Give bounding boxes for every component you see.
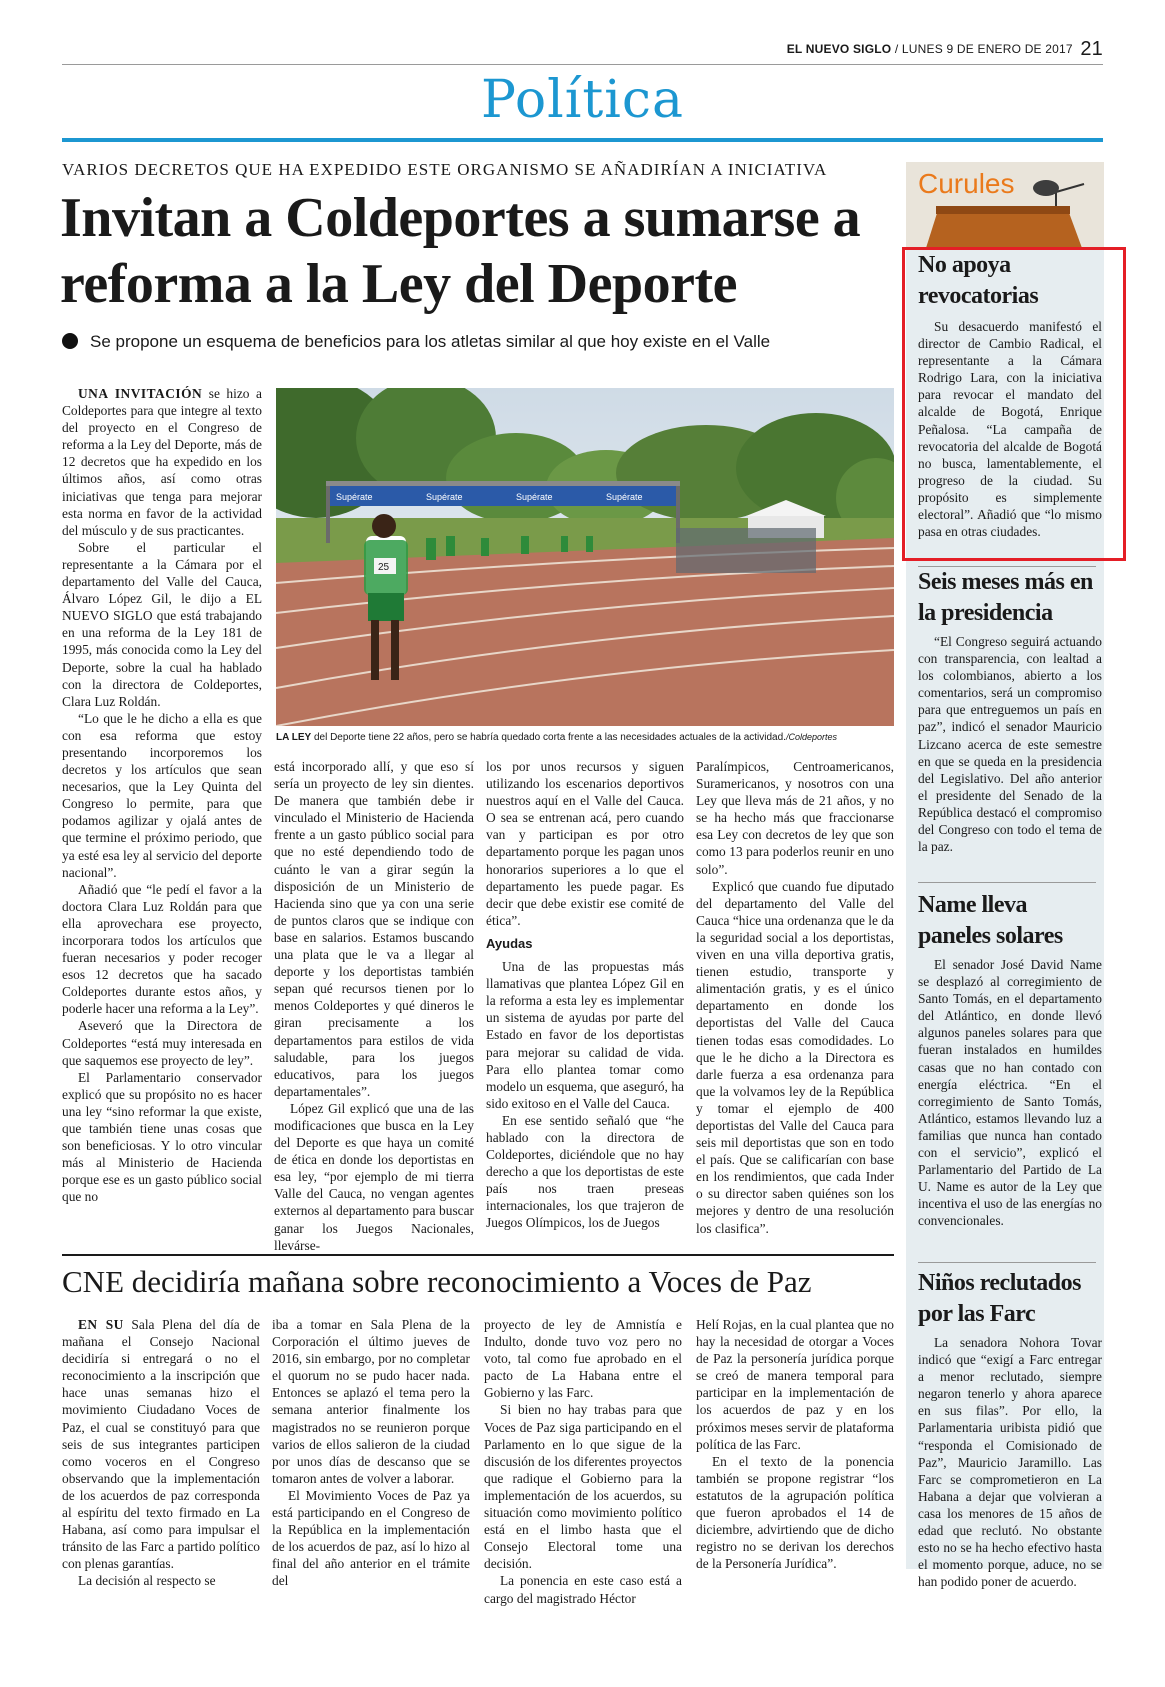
paragraph: Helí Rojas, en la cual plantea que no hay la necesidad de otorgar a Voces de Paz la personería jurídica porque se creó de manera temporal para participar en la implementación de los acuerdos de paz y en los próximos meses servir de plataforma política de las Farc. (696, 1317, 894, 1452)
paragraph: Paralímpicos, Centroamericanos, Suramericanos, y nosotros con una Ley que lleva más de 21 años, y no se ha hecho más que fraccionarse esa Ley con decretos de ley que son como 13 para poderlos reunir en uno solo”. (696, 759, 894, 877)
sidebar-item (918, 1268, 1102, 1590)
sidebar-divider (918, 1262, 1096, 1263)
sidebar-item-body: “El Congreso seguirá actuando con transparencia, con lealtad a los colombianos, abierto a los comentarios, será un compromiso para que entreguemos un país en paz”, indicó el senador Mauricio Lizcano acerca de este semestre en que se queda en la presidencia del Legislativo. Del año anterior el presidente del Senado de la República destacó el compromiso del Congreso con todo el tema de la paz. (918, 634, 1102, 855)
athletics-track-photo (276, 388, 894, 726)
page-folio (787, 38, 1103, 61)
issue-date: / LUNES 9 DE ENERO DE 2017 (894, 42, 1073, 56)
paragraph: proyecto de ley de Amnistía e Indulto, donde tuvo voz pero no voto, tal como fue aprobado en el pacto de La Habana entre el Gobierno y las Farc. (484, 1317, 682, 1401)
paragraph: En el texto de la ponencia también se propone registrar “los estatutos de la agrupación política que fueron aprobados el 14 de diciembre, advirtiendo que de dicho registro no se derivan los derechos de la Personería Jurídica”. (696, 1453, 894, 1572)
story-column-2 (274, 758, 474, 1254)
story-kicker: VARIOS DECRETOS QUE HA EXPEDIDO ESTE ORGANISMO SE AÑADIRÍAN A INICIATIVA (62, 160, 828, 179)
banner-text: Supérate (426, 492, 463, 502)
second-column-2 (272, 1316, 470, 1590)
story-headline: Invitan a Coldeportes a sumarse a reforma a la Ley del Deporte (60, 187, 861, 315)
banner-text: Supérate (336, 492, 373, 502)
paragraph: EN SU Sala Plena del día de mañana el Consejo Nacional decidiría si entregará o no el reconocimiento a la inscripción que hace unas semanas hizo el movimiento Ciudadano Voces de Paz, el cual se constituyó para que seis de sus integrantes participen como voceros en el Congreso observando que la implementación de los acuerdos de paz corresponda al espíritu del texto firmado en La Habana, así como para impulsar el tránsito de las Farc a partido político con plenas garantías. (62, 1317, 260, 1572)
second-column-3 (484, 1316, 682, 1607)
sidebar-item (918, 567, 1102, 855)
paragraph: Si bien no hay trabas para que Voces de Paz siga participando en el Parlamento en lo que sigue de la discusión de los diferentes proyectos que radique el Gobierno para la implementación de los acuerdos, su situación como movimiento político está en el limbo hasta que el Consejo Electoral tome una decisión. (484, 1402, 682, 1572)
highlight-box (902, 247, 1126, 561)
page-number: 21 (1080, 38, 1103, 60)
paragraph: iba a tomar en Sala Plena de la Corporación el último jueves de 2016, sin embargo, por no completar el quorum no se pudo hacer nada. Entonces se aplazó el tema pero la semana anterior finalmente los magistrados no se reunieron porque varios de ellos salieron de la ciudad por unos días de descanso que se tomaron antes de volver a laborar. (272, 1317, 470, 1486)
paper-name: EL NUEVO SIGLO (786, 42, 892, 56)
paragraph: El Movimiento Voces de Paz ya está participando en el Congreso de la República en la implementación de los acuerdos de paz, así lo hizo al final del año anterior en el trámite del (272, 1487, 470, 1589)
second-story-headline: CNE decidiría mañana sobre reconocimiento a Voces de Paz (62, 1264, 812, 1299)
paragraph: Añadió que “le pedí el favor a la doctora Clara Luz Roldán para que ella aprovechara ese proyecto, incorporara todos los artículos que fueran necesarios y poder recoger esos 12 decretos que ha sacado Coldeportes durante estos años, y poderle hacer una reforma a la Ley”. (62, 881, 262, 1017)
paragraph: En ese sentido señaló que “he hablado con la directora de Coldeportes, diciéndole que no hay derecho a que los deportistas de este país nos traen preseas internacionales, los que trajeron de Juegos Olímpicos, los de Juegos (486, 1112, 684, 1231)
lead-caps: UNA INVITACIÓN (78, 386, 203, 401)
second-column-1 (62, 1316, 260, 1590)
sidebar-label: Curules (918, 168, 1015, 199)
sidebar-item-title: No apoya revocatorias (918, 252, 1039, 309)
paragraph: “Lo que le he dicho a ella es que con esa reforma que estoy presentando incorporemos los decretos y los artículos que sean necesarios, que la Ley Quinta del Congreso lo permite, para que podamos agilizar y ojalá antes de que termine el próximo periodo, que ya esté esa ley al servicio del deporte nacional”. (62, 710, 262, 880)
paragraph: Explicó que cuando fue diputado del departamento del Valle del Cauca “hice una ordenanza que le da la seguridad social a los deportistas, viven en una villa deportiva gratis, tienen estudio, transporte y alimentación gratis, y es el único departamento en donde los deportistas del Valle del Cauca tienen todas esas comodidades. Lo que le he dicho a la Directora es darle fuerza a esa ordenanza para que la volvamos ley de la República y tomar el ejemplo de 400 deportistas del Valle del Cauca para seis mil deportistas que son en todo el país. Que se calificarían con base en los rendimientos, que cada Inder o su director saben quiénes son los mejores y dentro de una resolución los clasifica”. (696, 878, 894, 1236)
section-title: Política (480, 70, 685, 130)
bullet-icon (62, 333, 78, 349)
banner-text: Supérate (606, 492, 643, 502)
lead-caps: EN SU (78, 1317, 124, 1332)
paragraph: López Gil explicó que una de las modificaciones que busca en la Ley del Deporte es que haya un comité de ética en donde los deportistas en esa ley, “por ejemplo de mi tierra Valle del Cauca, no vengan agentes externos al departamento para buscar ganar los Juegos Nacionales, llevárse- (274, 1100, 474, 1253)
paragraph: los por unos recursos y siguen utilizando los escenarios deportivos nuestros aquí en el Valle del Cauca. O sea se entrenan acá, pero cuando van y participan es por otro departamento porque les pagan unos honorarios superiores a lo que el departamento les puede pagar. Es decir que debe existir ese comité de ética”. (486, 759, 684, 928)
paragraph: UNA INVITACIÓN se hizo a Coldeportes para que integre al texto del proyecto en el Congreso de reforma a la Ley del Deporte, más de 12 decretos que ha expedido en los últimos años, así como otras iniciativas que tenga para mejorar esta norma en favor de la actividad del músculo y de sus practicantes. (62, 386, 262, 538)
sidebar-item-title: Seis meses más en la presidencia (918, 569, 1093, 626)
photo-credit: /Coldeportes (785, 732, 837, 742)
paragraph: El Parlamentario conservador explicó que su propósito no es hacer una ley “sino reformar la que existe, que también tiene unas cosas que son beneficiosas. Y lo otro vincular más al Ministerio de Hacienda porque ese es un gasto público social que no (62, 1069, 262, 1205)
story-subhead (62, 332, 770, 352)
sidebar-item-title: Name lleva paneles solares (918, 892, 1063, 949)
sidebar-item-body: El senador José David Name se desplazó al corregimiento de Santo Tomás, en el departamento del Atlántico, en donde llevó algunos paneles solares para que fueran instalados en humildes casas que no han contado con energía eléctrica. “En el corregimiento de Santo Tomás, Atlántico, estamos llevando luz a familias que nunca han contado con el servicio”, explicó el Parlamentario del Partido de La U. Name es autor de la Ley que incentiva el uso de las energías no convencionales. (918, 957, 1102, 1229)
photo-caption (276, 732, 894, 743)
sidebar-item-body: La senadora Nohora Tovar indicó que “exigí a Farc entregar a menor reclutado, siempre negaron tenerlo y ahora aparece en sus filas”. Por ello, la Parlamentaria uribista pidió que “responda el Comisionado de Paz”, Mauricio Jaramillo. Las Farc se comprometieron en La Habana a dejar que volvieran a casa los menores de 15 años de edad que reclutó. No obstante esto no se ha hecho efectivo hasta el momento porque, aduce, no se han podido poner de acuerdo. (918, 1335, 1102, 1590)
paragraph: Una de las propuestas más llamativas que plantea López Gil en la reforma a esta ley es implementar un sistema de ayudas por parte del Estado en favor de los deportistas para mejorar su calidad de vida. Para ello plantea tomar como modelo un esquema, que aseguró, ha sido exitoso en el Valle del Cauca. (486, 959, 684, 1111)
sidebar-item-title: Niños reclutados por las Farc (918, 1270, 1081, 1327)
story-divider (62, 1254, 894, 1256)
sidebar-item (918, 890, 1102, 1230)
subhead-text: Se propone un esquema de beneficios para los atletas similar al que hoy existe en el Valle (90, 332, 771, 351)
paragraph: Sobre el particular el representante a la Cámara por el departamento del Valle del Cauca, Álvaro López Gil, le dijo a EL NUEVO SIGLO que está trabajando en una reforma de la Ley 181 de 1995, más conocida como la Ley del Deporte, sobre la cual ha hablado con la directora de Coldeportes, Clara Luz Roldán. (62, 539, 262, 709)
story-column-4 (696, 758, 894, 1237)
story-column-1 (62, 385, 262, 1206)
top-rule (62, 64, 1103, 65)
sidebar-item-body: Su desacuerdo manifestó el director de Cambio Radical, el representante a la Cámara Rodrigo Lara, con la iniciativa para revocar el mandato del alcalde de Bogotá, Enrique Peñalosa. “La campaña de revocatoria del alcalde de Bogotá no busca, lamentablemente, el progreso de la ciudad. Su propósito es simplemente electoral”. Añadió que “lo mismo pasa en otras ciudades. (918, 319, 1102, 540)
caption-lead: LA LEY (276, 732, 312, 743)
paragraph: Aseveró que la Directora de Coldeportes “está muy interesada en que saquemos ese proyecto de ley”. (62, 1018, 262, 1068)
story-photo (276, 388, 894, 726)
story-column-3 (486, 758, 684, 1232)
second-column-4 (696, 1316, 894, 1572)
subheading: Ayudas (486, 935, 533, 951)
paragraph: está incorporado allí, y que eso sí sería un proyecto de ley sin dientes. De manera que también debe ir vinculado el Ministerio de Hacienda frente a un gasto público social para que no esté dependiendo todo de cuánto le van a girar según la disposición de un Ministerio de Hacienda sino que ya con una serie de puntos claros que se indique con base en salarios. Estamos buscando una plata que le va a llegar al deporte y los deportistas también sepan qué recursos tienen por lo menos Coldeportes y qué dineros le giran precisamente a los departamentos para estilos de vida saludable, para los juegos educativos, para los juegos departamentales”. (274, 759, 474, 1099)
paragraph: La decisión al respecto se (78, 1573, 216, 1589)
sidebar-divider (918, 882, 1096, 883)
banner-text: Supérate (516, 492, 553, 502)
section-rule (62, 138, 1103, 142)
caption-text: del Deporte tiene 22 años, pero se habría quedado corta frente a las necesidades actuales de la actividad. (311, 732, 786, 743)
paragraph: La ponencia en este caso está a cargo del magistrado Héctor (484, 1573, 682, 1606)
athlete-bib: 25 (378, 562, 390, 573)
